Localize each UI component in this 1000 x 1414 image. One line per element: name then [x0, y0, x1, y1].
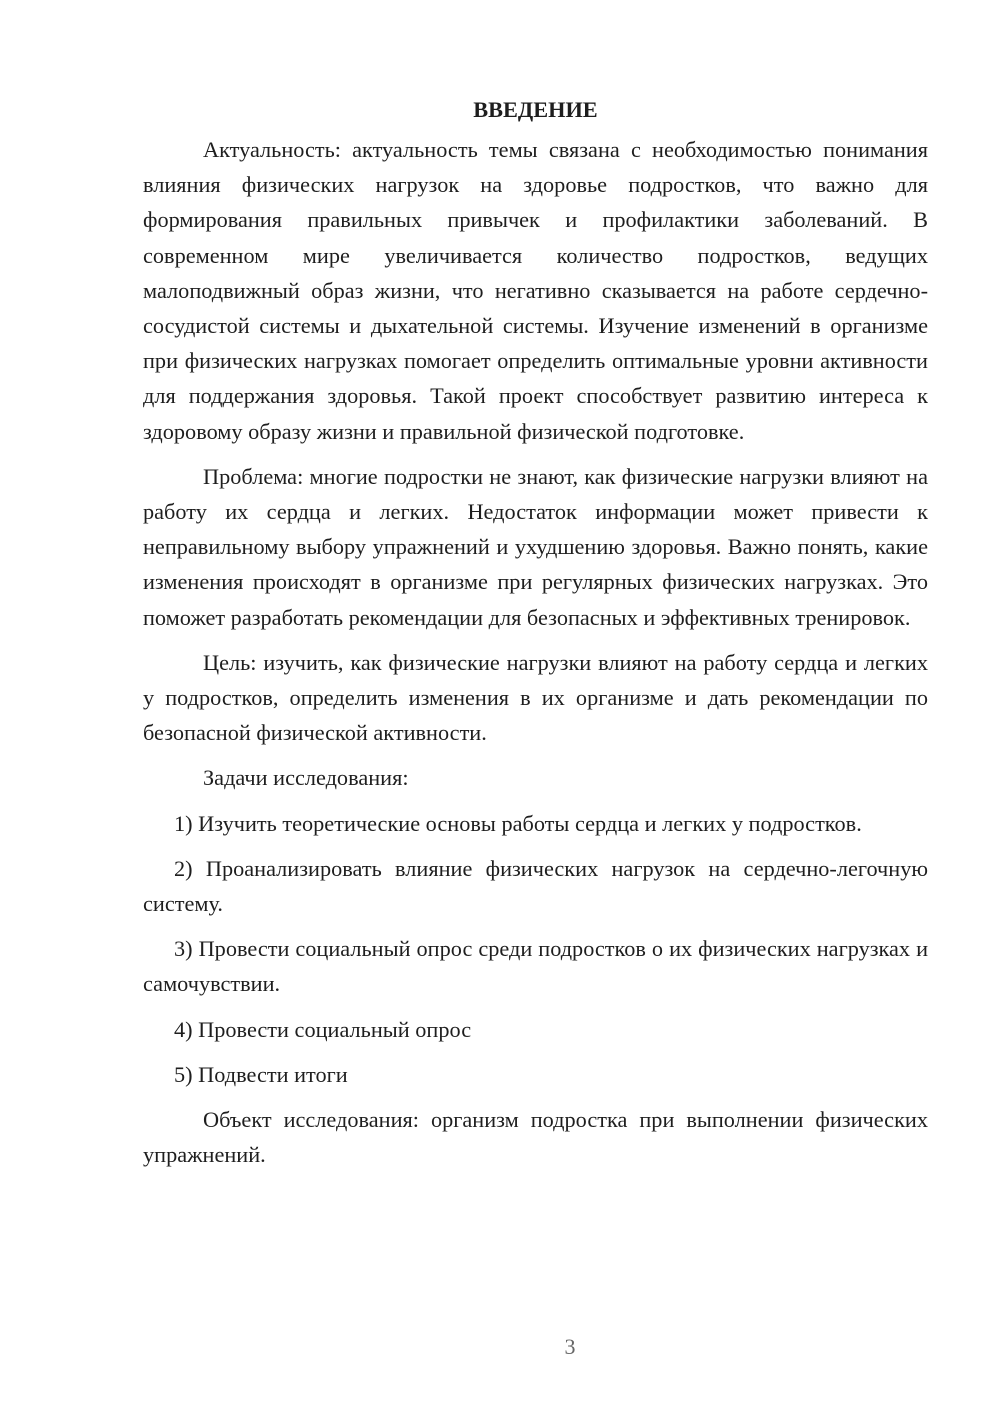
page-number: 3	[564, 1334, 576, 1359]
problem-paragraph: Проблема: многие подростки не знают, как физические нагрузки влияют на работу их сердца и легких. Недостаток информации может привести к неправильному выбору упражнений и ухудшению здоровья. Важно понять, какие изменения происходят в организме при регулярных физических нагрузках. Это поможет разработать рекомендации для безопасных и эффективных тренировок.	[143, 463, 928, 630]
task-item-4: 4) Провести социальный опрос	[174, 1016, 472, 1042]
research-object-paragraph: Объект исследования: организм подростка при выполнении физических упражнений.	[143, 1107, 928, 1168]
relevance-paragraph: Актуальность: актуальность темы связана с необходимостью понимания влияния физических нагрузок на здоровье подростков, что важно для формирования правильных привычек и профилактики заболеваний. В современном мире увеличивается количество подростков, ведущих малоподвижный образ жизни, что негативно сказывается на работе сердечно-сосудистой системы и дыхательной системы. Изучение изменений в организме при физических нагрузках помогает определить оптимальные уровни активности для поддержания здоровья. Такой проект способствует развитию интереса к здоровому образу жизни и правильной физической подготовке.	[143, 137, 928, 444]
task-item-2: 2) Проанализировать влияние физических нагрузок на сердечно-легочную систему.	[143, 855, 928, 917]
task-item-5: 5) Подвести итоги	[174, 1061, 348, 1087]
goal-paragraph: Цель: изучить, как физические нагрузки влияют на работу сердца и легких у подростков, определить изменения в их организме и дать рекомендации по безопасной физической активности.	[143, 649, 928, 746]
tasks-heading: Задачи исследования:	[203, 765, 409, 791]
task-item-3: 3) Провести социальный опрос среди подростков о их физических нагрузках и самочувствии.	[143, 936, 928, 997]
page-content	[143, 92, 928, 1172]
task-item-1: 1) Изучить теоретические основы работы сердца и легких у подростков.	[174, 810, 862, 836]
section-title: ВВЕДЕНИЕ	[473, 97, 598, 122]
